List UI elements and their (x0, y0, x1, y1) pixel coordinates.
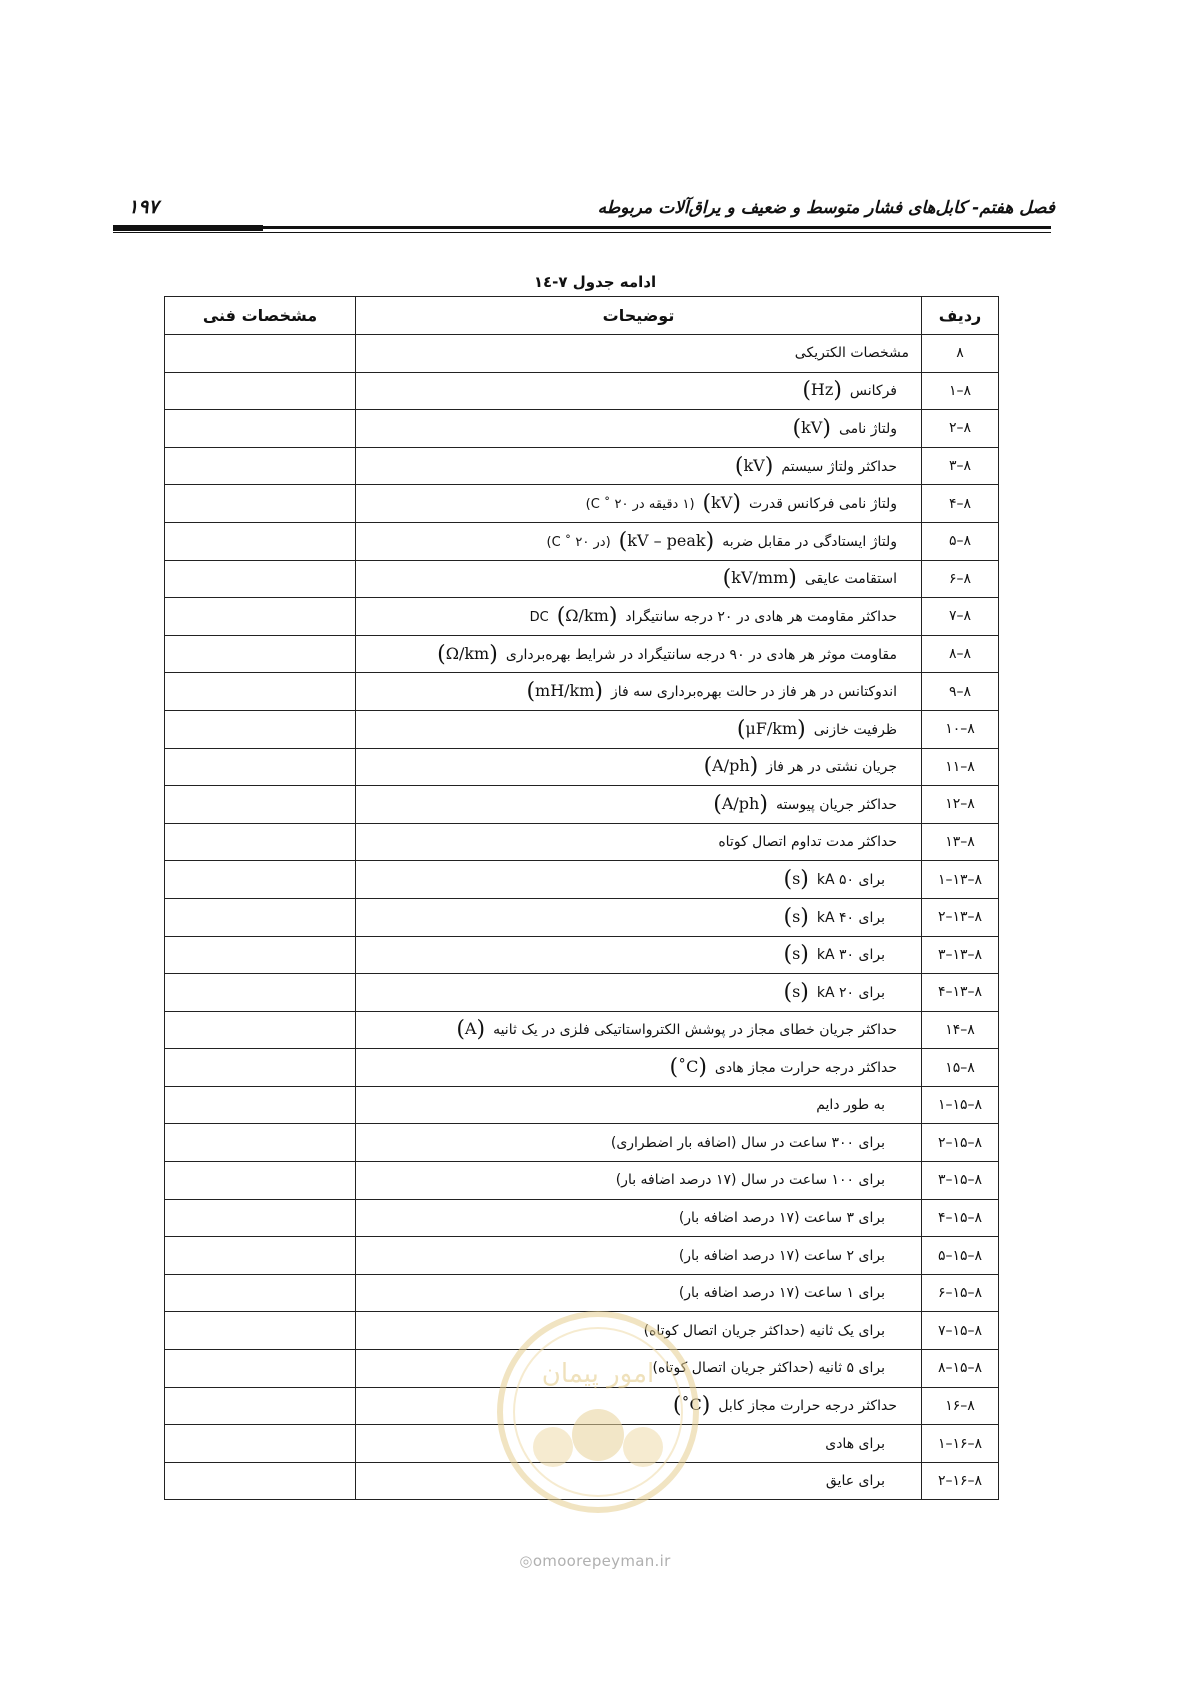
table-row (165, 522, 999, 560)
description-text: ولتاژ نامی (838, 420, 897, 437)
specification-cell (165, 1011, 356, 1049)
description-text: برای ۱ ساعت (۱۷ درصد اضافه بار) (678, 1285, 885, 1302)
row-number-cell: ۸–۱۵–۸ (922, 1350, 999, 1388)
description-text: برای ۴۰ kA (816, 909, 885, 926)
row-number-cell: ۸–۱۴ (922, 1011, 999, 1049)
row-number-cell: ۸–۱۱ (922, 748, 999, 786)
description-text: حداکثر مقاومت هر هادی در ۲۰ درجه سانتیگراد (625, 608, 897, 625)
description-text: برای ۳ ساعت (۱۷ درصد اضافه بار) (678, 1209, 885, 1226)
row-number-cell: ۸–۱۳–۳ (922, 936, 999, 974)
description-text: برای ۲ ساعت (۱۷ درصد اضافه بار) (678, 1247, 885, 1264)
unit-label: (kV/mm) (722, 566, 797, 592)
row-number-cell: ۸–۱۵ (922, 1049, 999, 1087)
description-text: برای ۵۰ kA (816, 872, 885, 889)
specification-cell (165, 898, 356, 936)
description-text: برای هادی (825, 1435, 885, 1452)
unit-label: (s) (783, 979, 809, 1005)
specification-cell (165, 372, 356, 410)
specification-cell (165, 748, 356, 786)
watermark-icon: ◎ (519, 1552, 533, 1570)
unit-label: (˚C) (669, 1055, 707, 1081)
description-text: برای ۳۰ kA (816, 947, 885, 964)
column-header-specification: مشخصات فنی (165, 297, 356, 335)
table-row (165, 1237, 999, 1275)
table-caption: ادامه جدول ۷-۱٤ (533, 273, 657, 291)
description-cell (356, 1199, 922, 1237)
watermark-seal (493, 1307, 703, 1517)
description-text: برای یک ثانیه (حداکثر جریان اتصال کوتاه) (643, 1322, 885, 1339)
row-number-cell: ۸–۴ (922, 485, 999, 523)
description-text: برای ۲۰ kA (816, 984, 885, 1001)
row-number-cell: ۸–۱۵–۵ (922, 1237, 999, 1275)
specification-cell (165, 1049, 356, 1087)
unit-label: (A) (456, 1017, 486, 1043)
unit-label: (s) (783, 942, 809, 968)
unit-label: (˚C) (672, 1393, 711, 1419)
description-cell (356, 1086, 922, 1124)
row-number-cell: ۸–۵ (922, 522, 999, 560)
row-number-cell: ۸–۲ (922, 410, 999, 448)
description-cell (356, 936, 922, 974)
unit-label: (Ω/km) (437, 641, 498, 667)
row-number-cell: ۸–۱۳–۱ (922, 861, 999, 899)
specification-cell (165, 974, 356, 1012)
row-number-cell: ۸–۹ (922, 673, 999, 711)
description-cell (356, 485, 922, 523)
row-number-cell: ۸–۱۵–۳ (922, 1162, 999, 1200)
row-number-cell: ۸–۱ (922, 372, 999, 410)
row-number-cell: ۸–۱۵–۲ (922, 1124, 999, 1162)
row-number-cell: ۸–۳ (922, 447, 999, 485)
specification-cell (165, 936, 356, 974)
table-row (165, 861, 999, 899)
description-cell (356, 598, 922, 636)
watermark-seal-text: امور پیمان (541, 1359, 655, 1389)
table-row (165, 335, 999, 373)
table-row (165, 748, 999, 786)
table-row (165, 1086, 999, 1124)
description-text: حداکثر درجه حرارت مجاز هادی (714, 1060, 897, 1077)
column-header-row-number: ردیف (922, 297, 999, 335)
row-number-cell: ۸–۱۳–۲ (922, 898, 999, 936)
table-row (165, 1049, 999, 1087)
unit-label: (Hz) (802, 378, 842, 404)
description-text: حداکثر جریان خطای مجاز در پوشش الکترواستاتیکی فلزی در یک ثانیه (493, 1022, 897, 1039)
description-cell (356, 974, 922, 1012)
row-number-cell: ۸–۱۵–۶ (922, 1274, 999, 1312)
header-rule-thin (113, 232, 1051, 233)
watermark-site: ◎omoorepeyman.ir (519, 1552, 671, 1570)
unit-label: (kV) (702, 491, 741, 517)
description-cell (356, 823, 922, 861)
unit-label: (A/ph) (713, 791, 768, 817)
specification-cell (165, 1462, 356, 1500)
unit-label: (A/ph) (703, 754, 759, 780)
description-text: حداکثر جریان پیوسته (775, 796, 897, 813)
description-cell (356, 635, 922, 673)
unit-label: (s) (783, 904, 809, 930)
description-text: حداکثر مدت تداوم اتصال کوتاه (718, 834, 897, 851)
table-row (165, 598, 999, 636)
description-cell (356, 786, 922, 824)
row-number-cell: ۸–۸ (922, 635, 999, 673)
table-row (165, 898, 999, 936)
specification-cell (165, 447, 356, 485)
description-note: (در C ˚ ۲۰) (546, 534, 611, 550)
unit-label: (mH/km) (526, 679, 604, 705)
specification-cell (165, 1312, 356, 1350)
table-row (165, 974, 999, 1012)
row-number-cell: ۸–۱۵–۴ (922, 1199, 999, 1237)
description-cell (356, 447, 922, 485)
description-cell (356, 560, 922, 598)
specification-cell (165, 1162, 356, 1200)
description-cell (356, 898, 922, 936)
specification-cell (165, 861, 356, 899)
description-cell (356, 1011, 922, 1049)
chapter-title: فصل هفتم- کابل‌های فشار متوسط و ضعیف و یراق‌آلات مربوطه (597, 198, 1055, 218)
row-number-cell: ۸–۷ (922, 598, 999, 636)
description-text: مقاومت موثر هر هادی در ۹۰ درجه سانتیگراد در شرایط بهره‌برداری (505, 646, 897, 663)
specification-cell (165, 673, 356, 711)
description-text: اندوکتانس در هر فاز در حالت بهره‌برداری سه فاز (611, 684, 897, 701)
unit-label: (μF/km) (736, 716, 806, 742)
unit-label: (s) (783, 867, 809, 893)
description-cell (356, 410, 922, 448)
description-cell (356, 673, 922, 711)
row-number-cell: ۸–۱۲ (922, 786, 999, 824)
header-rule (113, 226, 1051, 229)
description-cell (356, 1162, 922, 1200)
description-text: برای عایق (825, 1473, 885, 1490)
description-text: حداکثر درجه حرارت مجاز کابل (718, 1398, 897, 1415)
unit-label: (Ω/km) (556, 603, 618, 629)
table-row (165, 1162, 999, 1200)
row-number-cell: ۸–۱۰ (922, 710, 999, 748)
specification-cell (165, 710, 356, 748)
specification-cell (165, 786, 356, 824)
description-cell (356, 1049, 922, 1087)
specification-cell (165, 335, 356, 373)
description-text: به طور دایم (816, 1097, 885, 1114)
table-row (165, 1124, 999, 1162)
table-row (165, 786, 999, 824)
description-cell (356, 1124, 922, 1162)
description-cell (356, 335, 922, 373)
page-number: ۱۹۷ (128, 196, 159, 218)
description-text: ولتاژ ایستادگی در مقابل ضربه (722, 533, 897, 550)
specification-cell (165, 635, 356, 673)
specification-cell (165, 1274, 356, 1312)
table-row (165, 447, 999, 485)
specification-cell (165, 1124, 356, 1162)
specification-cell (165, 410, 356, 448)
description-text: برای ۱۰۰ ساعت در سال (۱۷ درصد اضافه بار) (615, 1172, 885, 1189)
row-number-cell: ۸–۱۳–۴ (922, 974, 999, 1012)
specification-cell (165, 1086, 356, 1124)
specification-cell (165, 485, 356, 523)
table-row (165, 410, 999, 448)
row-number-cell: ۸–۱۶–۲ (922, 1462, 999, 1500)
row-number-cell: ۸–۱۵–۷ (922, 1312, 999, 1350)
row-number-cell: ۸–۱۶ (922, 1387, 999, 1425)
table-row (165, 673, 999, 711)
description-cell (356, 372, 922, 410)
description-text: جریان نشتی در هر فاز (766, 759, 897, 776)
specification-cell (165, 1425, 356, 1463)
description-text: فرکانس (849, 383, 897, 400)
description-text: ظرفیت خازنی (813, 721, 897, 738)
description-text: برای ۵ ثانیه (حداکثر جریان اتصال کوتاه) (652, 1360, 885, 1377)
row-number-cell: ۸–۱۶–۱ (922, 1425, 999, 1463)
table-row (165, 936, 999, 974)
description-text: استقامت عایقی (804, 571, 897, 588)
description-text: برای ۳۰۰ ساعت در سال (اضافه بار اضطراری) (610, 1134, 885, 1151)
description-note: (۱ دقیقه در C ˚ ۲۰) (585, 497, 695, 513)
unit-label: (kV – peak) (618, 528, 715, 554)
table-row (165, 1199, 999, 1237)
description-cell (356, 522, 922, 560)
description-cell (356, 861, 922, 899)
row-number-cell: ۸–۱۳ (922, 823, 999, 861)
description-note: DC (529, 609, 549, 625)
specification-cell (165, 1199, 356, 1237)
table-row (165, 710, 999, 748)
specification-cell (165, 1237, 356, 1275)
specification-cell (165, 598, 356, 636)
table-row (165, 560, 999, 598)
unit-label: (kV) (792, 415, 831, 441)
description-text: مشخصات الکتریکی (794, 345, 909, 362)
specification-cell (165, 823, 356, 861)
table-header-row (165, 297, 999, 335)
row-number-cell: ۸–۱۵–۱ (922, 1086, 999, 1124)
specification-cell (165, 1387, 356, 1425)
column-header-description: توضیحات (356, 297, 922, 335)
table-row (165, 1011, 999, 1049)
description-text: ولتاژ نامی فرکانس قدرت (748, 496, 897, 513)
description-text: حداکثر ولتاژ سیستم (781, 458, 897, 475)
table-row (165, 485, 999, 523)
table-row (165, 372, 999, 410)
row-number-cell: ۸–۶ (922, 560, 999, 598)
table-row (165, 635, 999, 673)
table-row (165, 823, 999, 861)
specification-cell (165, 560, 356, 598)
description-cell (356, 710, 922, 748)
specification-cell (165, 522, 356, 560)
unit-label: (kV) (734, 453, 774, 479)
specification-cell (165, 1350, 356, 1388)
description-cell (356, 748, 922, 786)
row-number-cell: ۸ (922, 335, 999, 373)
description-cell (356, 1237, 922, 1275)
